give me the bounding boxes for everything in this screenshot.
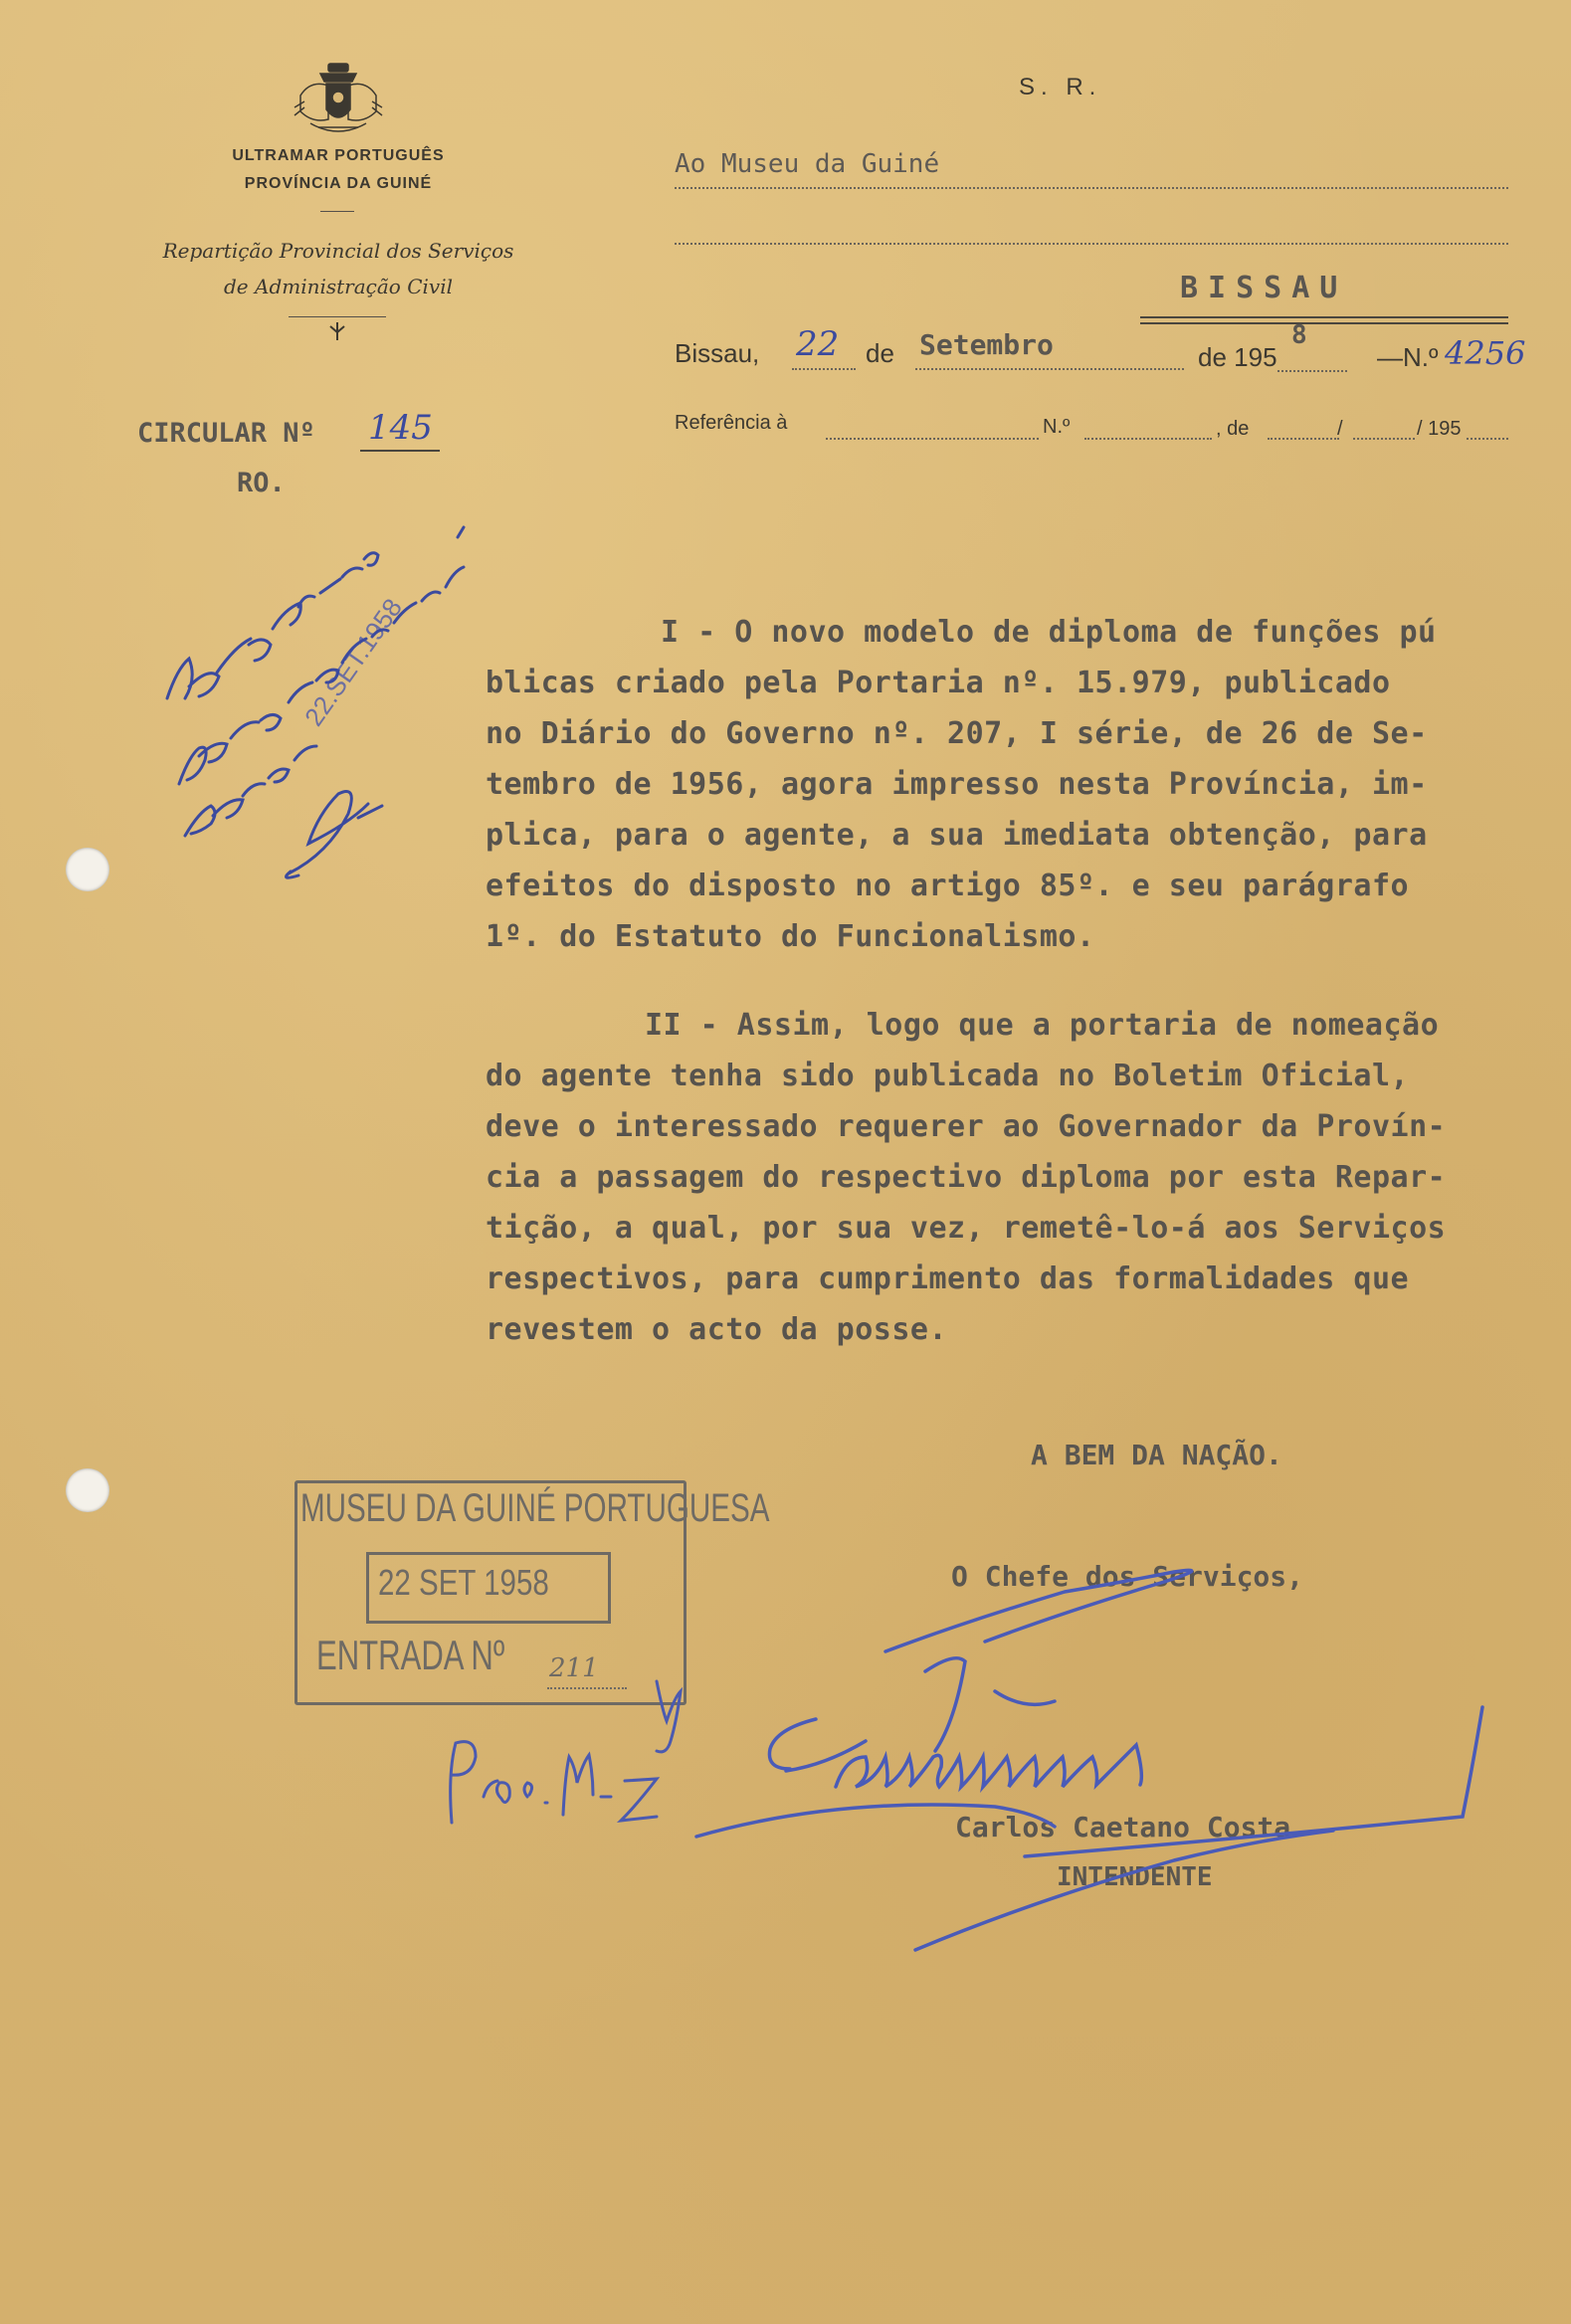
paragraph-1-line: 1º. do Estatuto do Funcionalismo. <box>486 919 1095 954</box>
recipient-line-2 <box>675 243 1508 245</box>
reference-slash-line <box>1353 438 1415 440</box>
reference-de-line <box>1268 438 1339 440</box>
sr-mark: S. R. <box>1019 74 1102 100</box>
city-rule-2 <box>1140 322 1508 324</box>
entry-stamp-label: ENTRADA Nº <box>316 1632 505 1678</box>
year-line <box>1277 370 1347 372</box>
reference-label: Referência à <box>675 412 788 434</box>
circular-number-underline <box>360 450 440 452</box>
paragraph-2-line: revestem o acto da posse. <box>486 1312 948 1347</box>
date-year-digit: 8 <box>1291 320 1307 350</box>
reference-no-line <box>1084 438 1212 440</box>
signatory-name: Carlos Caetano Costa <box>955 1811 1291 1843</box>
punch-hole-bottom <box>66 1468 109 1512</box>
paragraph-1-line: tembro de 1956, agora impresso nesta Província, im- <box>486 767 1428 802</box>
reference-no: N.º <box>1043 416 1071 438</box>
paragraph-1-line: plica, para o agente, a sua imediata obtenção, para <box>486 818 1428 853</box>
date-day: 22 <box>796 324 840 364</box>
paragraph-1-line: blicas criado pela Portaria nº. 15.979, publicado <box>486 666 1391 700</box>
signature-carlos-caetano-costa <box>696 1570 1482 1950</box>
letterhead-provincia: PROVÍNCIA DA GUINÉ <box>244 175 433 192</box>
letterhead-administracao: de Administração Civil <box>224 275 453 298</box>
entry-stamp-title: MUSEU DA GUINÉ PORTUGUESA <box>300 1486 770 1530</box>
entry-stamp-date: 22 SET 1958 <box>378 1562 549 1603</box>
circular-ro: RO. <box>237 468 286 498</box>
paragraph-2-line: respectivos, para cumprimento das formalidades que <box>486 1261 1410 1296</box>
letterhead-rule <box>289 316 386 317</box>
letterhead-reparticao: Repartição Provincial dos Serviços <box>162 239 514 263</box>
salutation: A BEM DA NAÇÃO. <box>1031 1439 1282 1471</box>
circular-label: CIRCULAR Nº <box>137 418 315 449</box>
margin-date-stamp: 22.SET.1958 <box>298 593 408 732</box>
paragraph-2 <box>486 1000 1520 1355</box>
number-label: —N.º <box>1377 342 1439 372</box>
paragraph-2-line: deve o interessado requerer ao Governador da Provín- <box>486 1109 1447 1144</box>
document-number: 4256 <box>1445 334 1526 372</box>
signatory-role: INTENDENTE <box>1057 1862 1213 1892</box>
paragraph-1-line: efeitos do disposto no artigo 85º. e seu parágrafo <box>486 869 1410 903</box>
paragraph-2-line: II - Assim, logo que a portaria de nomeação <box>645 1008 1440 1043</box>
punch-hole-top <box>66 848 109 891</box>
reference-line <box>826 438 1039 440</box>
entry-stamp-number-line <box>547 1687 627 1689</box>
city-stamp: BISSAU <box>1180 271 1348 305</box>
recipient-line-1 <box>675 187 1508 189</box>
letterhead-ultramar: ULTRAMAR PORTUGUÊS <box>232 147 445 164</box>
paragraph-2-line: do agente tenha sido publicada no Boletim Oficial, <box>486 1059 1410 1093</box>
signatory-title: O Chefe dos Serviços, <box>951 1560 1304 1593</box>
date-prefix: Bissau, <box>675 338 760 368</box>
circular-number: 145 <box>368 408 433 448</box>
month-line <box>915 368 1184 370</box>
date-year-prefix: de 195 <box>1198 342 1277 372</box>
reference-year: / 195 <box>1417 418 1462 440</box>
arrow-down-icon <box>327 320 347 342</box>
date-de: de <box>866 338 894 368</box>
entry-stamp-number: 211 <box>549 1653 599 1683</box>
letterhead-divider <box>320 211 354 212</box>
paragraph-2-line: tição, a qual, por sua vez, remetê-lo-á aos Serviços <box>486 1211 1447 1246</box>
paragraph-1-line: no Diário do Governo nº. 207, I série, de 26 de Se- <box>486 716 1428 751</box>
city-rule-1 <box>1140 316 1508 318</box>
reference-slash: / <box>1337 418 1343 440</box>
paragraph-1-line: I - O novo modelo de diploma de funções pú <box>661 615 1437 650</box>
coat-of-arms-icon <box>291 62 386 139</box>
paragraph-1 <box>486 607 1520 962</box>
recipient: Ao Museu da Guiné <box>675 149 940 179</box>
day-line <box>792 368 856 370</box>
date-month: Setembro <box>919 328 1054 361</box>
paragraph-2-line: cia a passagem do respectivo diploma por esta Repar- <box>486 1160 1447 1195</box>
reference-de: , de <box>1216 418 1250 440</box>
reference-year-line <box>1467 438 1508 440</box>
